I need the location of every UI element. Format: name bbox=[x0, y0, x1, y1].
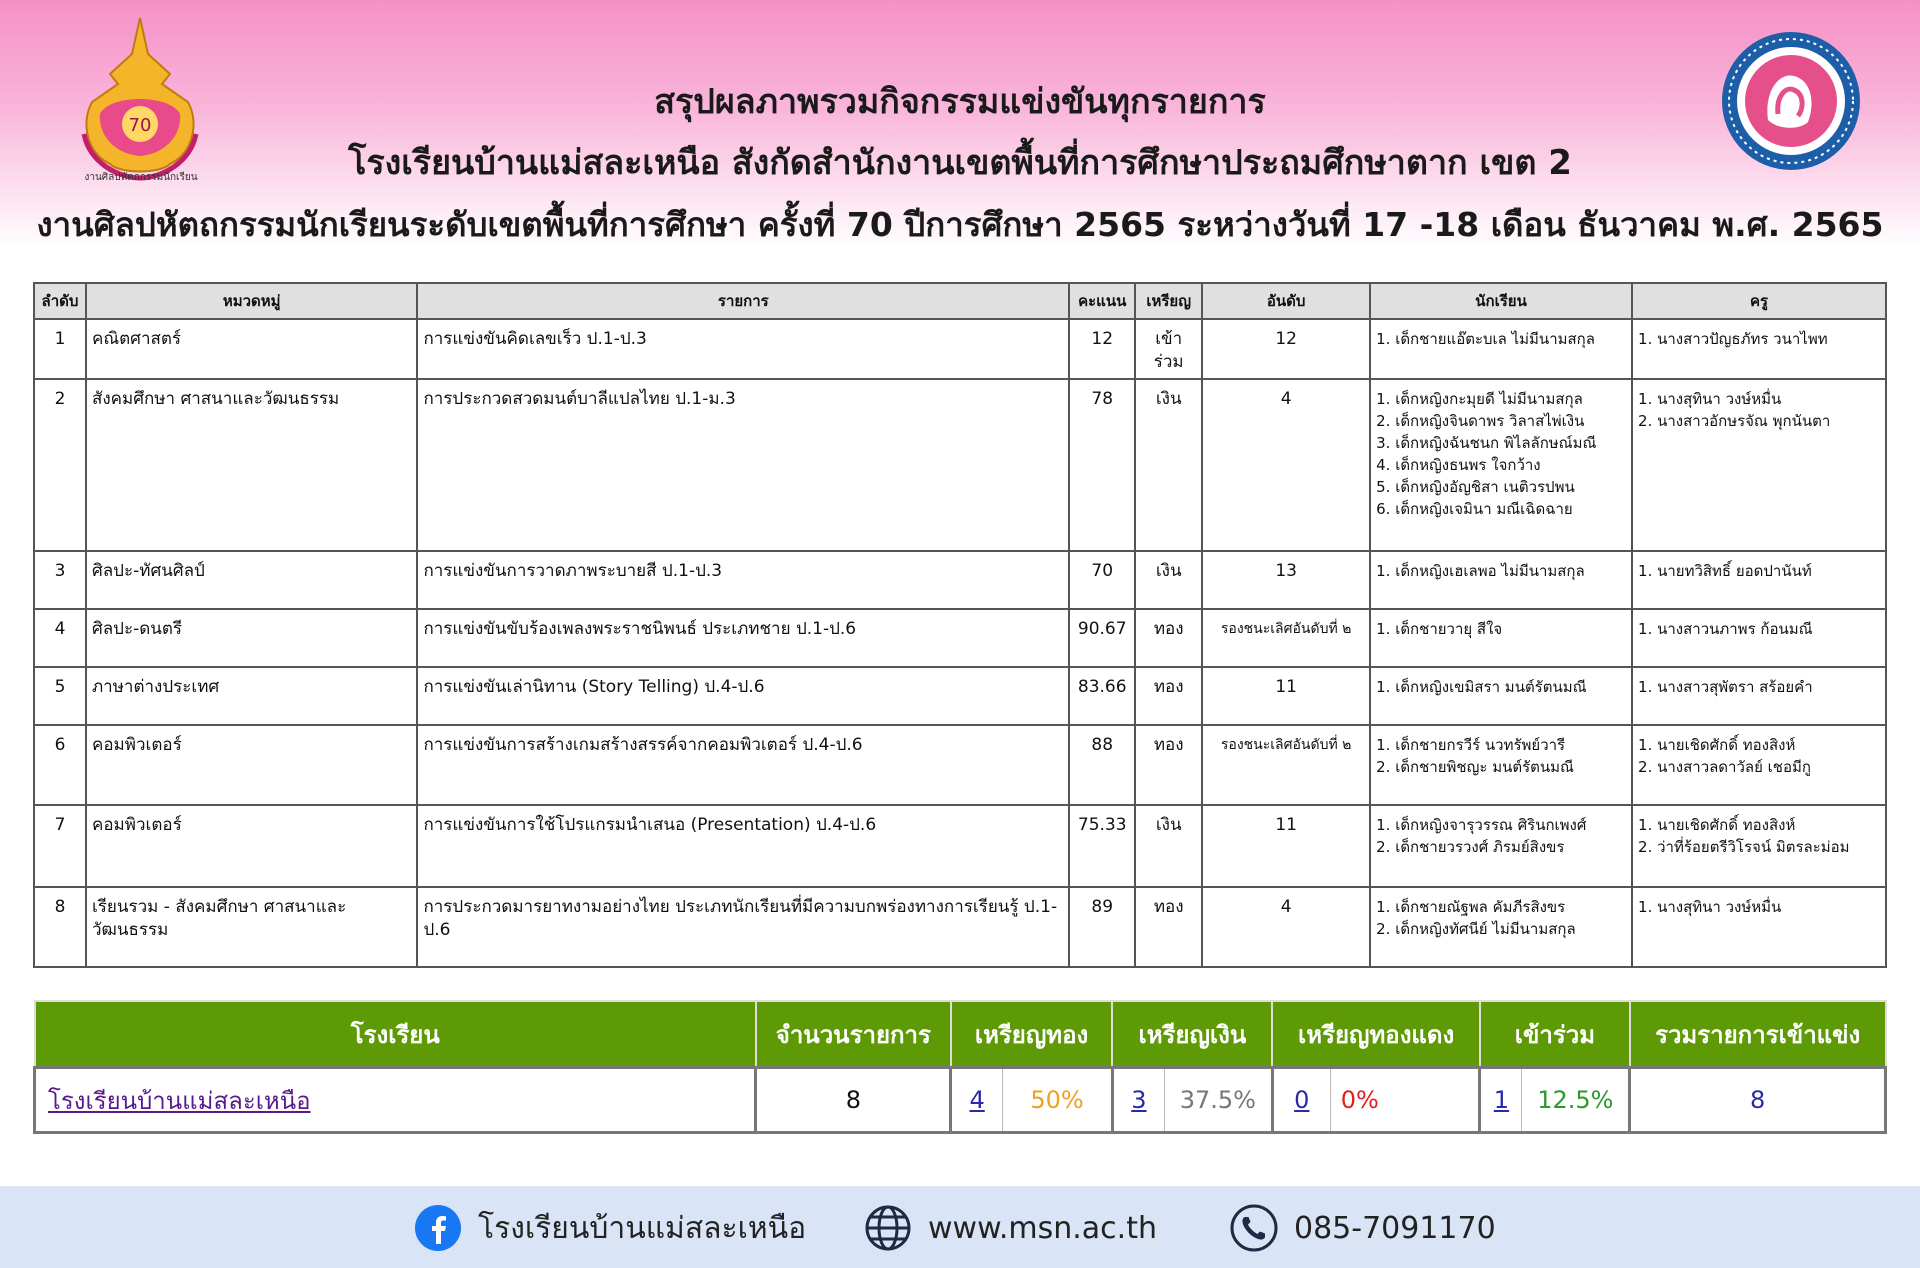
row-medal: ทอง bbox=[1135, 887, 1202, 967]
row-number: 5 bbox=[34, 667, 86, 725]
student-name: 2. เด็กหญิงจินดาพร วิลาสไพ่เงิน bbox=[1376, 412, 1585, 430]
col-header-medal: เหรียญ bbox=[1135, 283, 1202, 319]
participate-percent: 12.5% bbox=[1522, 1068, 1630, 1133]
participate-count-link[interactable]: 1 bbox=[1493, 1086, 1510, 1114]
gold-percent: 50% bbox=[1003, 1068, 1113, 1133]
row-teachers bbox=[1632, 725, 1886, 805]
row-number: 2 bbox=[34, 379, 86, 551]
row-event: การแข่งขันการวาดภาพระบายสี ป.1-ป.3 bbox=[417, 551, 1069, 609]
row-number: 6 bbox=[34, 725, 86, 805]
teacher-name: 1. นางสาวนภาพร ก้อนมณี bbox=[1638, 620, 1813, 638]
phone-text: 085-7091170 bbox=[1294, 1210, 1496, 1246]
row-medal: เงิน bbox=[1135, 805, 1202, 887]
row-teachers bbox=[1632, 609, 1886, 667]
website-text: www.msn.ac.th bbox=[928, 1210, 1157, 1246]
row-category: เรียนรวม - สังคมศึกษา ศาสนาและวัฒนธรรม bbox=[86, 887, 417, 967]
row-students bbox=[1370, 379, 1632, 551]
row-students bbox=[1370, 551, 1632, 609]
table-row bbox=[34, 609, 1886, 667]
summary-header-participate: เข้าร่วม bbox=[1480, 1001, 1630, 1068]
total-items-value: 8 bbox=[756, 1068, 951, 1133]
col-header-no: ลำดับ bbox=[34, 283, 86, 319]
teacher-name: 1. นางสาวสุพัตรา สร้อยคำ bbox=[1638, 678, 1813, 696]
row-score: 83.66 bbox=[1069, 667, 1135, 725]
teacher-name: 1. นายทวิสิทธิ์ ยอดปานันท์ bbox=[1638, 562, 1812, 580]
row-teachers bbox=[1632, 887, 1886, 967]
silver-percent: 37.5% bbox=[1164, 1068, 1272, 1133]
school-subtitle: โรงเรียนบ้านแม่สละเหนือ สังกัดสำนักงานเขตพื้นที่การศึกษาประถมศึกษาตาก เขต 2 bbox=[348, 143, 1572, 183]
student-name: 1. เด็กหญิงกะมุยดี ไม่มีนามสกุล bbox=[1376, 390, 1583, 408]
student-name: 1. เด็กหญิงจารุวรรณ ศิรินกเพงศ์ bbox=[1376, 816, 1587, 834]
row-rank: 4 bbox=[1202, 379, 1370, 551]
teacher-name: 1. นางสุทินา วงษ์หมื่น bbox=[1638, 390, 1782, 408]
svg-text:70: 70 bbox=[128, 115, 152, 136]
footer-phone[interactable] bbox=[1230, 1204, 1496, 1252]
footer-bar bbox=[0, 1186, 1920, 1268]
col-header-teachers: ครู bbox=[1632, 283, 1886, 319]
summary-header-total-items: จำนวนรายการ bbox=[756, 1001, 951, 1068]
row-event: การแข่งขันคิดเลขเร็ว ป.1-ป.3 bbox=[417, 319, 1069, 379]
row-score: 88 bbox=[1069, 725, 1135, 805]
globe-icon bbox=[864, 1204, 912, 1252]
row-number: 8 bbox=[34, 887, 86, 967]
row-rank: 11 bbox=[1202, 805, 1370, 887]
table-row bbox=[34, 319, 1886, 379]
teacher-name: 2. ว่าที่ร้อยตรีวิโรจน์ มิตรละม่อม bbox=[1638, 838, 1850, 856]
school-name-link[interactable]: โรงเรียนบ้านแม่สละเหนือ bbox=[35, 1068, 756, 1133]
footer-facebook[interactable] bbox=[414, 1204, 806, 1252]
row-category: คอมพิวเตอร์ bbox=[86, 805, 417, 887]
row-students bbox=[1370, 805, 1632, 887]
summary-table bbox=[33, 1000, 1887, 1134]
event-subtitle: งานศิลปหัตถกรรมนักเรียนระดับเขตพื้นที่การศึกษา ครั้งที่ 70 ปีการศึกษา 2565 ระหว่างวันที่ 17 -18 เดือน ธันวาคม พ.ศ. 2565 bbox=[36, 205, 1884, 244]
col-header-rank: อันดับ bbox=[1202, 283, 1370, 319]
student-name: 4. เด็กหญิงธนพร ใจกว้าง bbox=[1376, 456, 1541, 474]
facebook-icon bbox=[414, 1204, 462, 1252]
row-event: การประกวดมารยาทงามอย่างไทย ประเภทนักเรียนที่มีความบกพร่องทางการเรียนรู้ ป.1-ป.6 bbox=[417, 887, 1069, 967]
table-row bbox=[34, 725, 1886, 805]
col-header-category: หมวดหมู่ bbox=[86, 283, 417, 319]
row-students bbox=[1370, 667, 1632, 725]
results-header-row bbox=[34, 283, 1886, 319]
summary-header-row bbox=[35, 1001, 1886, 1068]
page-title: สรุปผลภาพรวมกิจกรรมแข่งขันทุกรายการ bbox=[654, 82, 1266, 122]
teacher-name: 1. นางสุทินา วงษ์หมื่น bbox=[1638, 898, 1782, 916]
row-rank: รองชนะเลิศอันดับที่ ๒ bbox=[1202, 725, 1370, 805]
student-name: 1. เด็กชายณัฐพล คัมภีรสิงขร bbox=[1376, 898, 1566, 916]
row-event: การประกวดสวดมนต์บาลีแปลไทย ป.1-ม.3 bbox=[417, 379, 1069, 551]
row-students bbox=[1370, 319, 1632, 379]
col-header-score: คะแนน bbox=[1069, 283, 1135, 319]
row-medal: ทอง bbox=[1135, 725, 1202, 805]
row-rank: 13 bbox=[1202, 551, 1370, 609]
row-teachers bbox=[1632, 667, 1886, 725]
row-rank: 12 bbox=[1202, 319, 1370, 379]
summary-header-gold: เหรียญทอง bbox=[951, 1001, 1113, 1068]
row-category: คอมพิวเตอร์ bbox=[86, 725, 417, 805]
table-row bbox=[34, 551, 1886, 609]
student-name: 2. เด็กชายวรวงศ์ ภิรมย์สิงขร bbox=[1376, 838, 1565, 856]
summary-header-total-entered: รวมรายการเข้าแข่ง bbox=[1630, 1001, 1886, 1068]
student-name: 1. เด็กหญิงเฮเลพอ ไม่มีนามสกุล bbox=[1376, 562, 1585, 580]
row-rank: รองชนะเลิศอันดับที่ ๒ bbox=[1202, 609, 1370, 667]
row-score: 12 bbox=[1069, 319, 1135, 379]
facebook-text: โรงเรียนบ้านแม่สละเหนือ bbox=[478, 1210, 807, 1246]
col-header-students: นักเรียน bbox=[1370, 283, 1632, 319]
teacher-name: 2. นางสาวลดาวัลย์ เชอมีกู bbox=[1638, 758, 1811, 776]
school-logo bbox=[1720, 30, 1862, 172]
row-teachers bbox=[1632, 319, 1886, 379]
student-name: 1. เด็กชายวายุ สีใจ bbox=[1376, 620, 1503, 638]
row-category: คณิตศาสตร์ bbox=[86, 319, 417, 379]
page-header bbox=[0, 0, 1920, 260]
table-row bbox=[34, 379, 1886, 551]
row-rank: 11 bbox=[1202, 667, 1370, 725]
row-medal: เงิน bbox=[1135, 551, 1202, 609]
student-name: 2. เด็กชายพิชญะ มนต์รัตนมณี bbox=[1376, 758, 1574, 776]
row-score: 70 bbox=[1069, 551, 1135, 609]
student-name: 6. เด็กหญิงเจมินา มณีเฉิดฉาย bbox=[1376, 500, 1573, 518]
logo-caption: งานศิลปหัตถกรรมนักเรียน bbox=[84, 172, 198, 183]
row-teachers bbox=[1632, 805, 1886, 887]
row-event: การแข่งขันการสร้างเกมสร้างสรรค์จากคอมพิวเตอร์ ป.4-ป.6 bbox=[417, 725, 1069, 805]
row-event: การแข่งขันเล่านิทาน (Story Telling) ป.4-ป.6 bbox=[417, 667, 1069, 725]
student-name: 3. เด็กหญิงฉันชนก พิไลลักษณ์มณี bbox=[1376, 434, 1597, 452]
results-table bbox=[33, 282, 1887, 968]
teacher-name: 1. นางสาวปัญธภัทร วนาไพท bbox=[1638, 330, 1828, 348]
bronze-percent: 0% bbox=[1330, 1068, 1480, 1133]
row-number: 7 bbox=[34, 805, 86, 887]
summary-header-bronze: เหรียญทองแดง bbox=[1272, 1001, 1480, 1068]
summary-row bbox=[35, 1068, 1886, 1133]
row-category: สังคมศึกษา ศาสนาและวัฒนธรรม bbox=[86, 379, 417, 551]
row-score: 75.33 bbox=[1069, 805, 1135, 887]
teacher-name: 2. นางสาวอักษรจัณ พุกนันตา bbox=[1638, 412, 1831, 430]
row-event: การแข่งขันการใช้โปรแกรมนำเสนอ (Presentation) ป.4-ป.6 bbox=[417, 805, 1069, 887]
table-row bbox=[34, 887, 1886, 967]
row-category: ศิลปะ-ทัศนศิลป์ bbox=[86, 551, 417, 609]
student-name: 1. เด็กชายแอ๊ตะบเล ไม่มีนามสกุล bbox=[1376, 330, 1595, 348]
row-category: ศิลปะ-ดนตรี bbox=[86, 609, 417, 667]
row-students bbox=[1370, 887, 1632, 967]
row-teachers bbox=[1632, 551, 1886, 609]
table-row bbox=[34, 805, 1886, 887]
phone-icon bbox=[1230, 1204, 1278, 1252]
row-number: 3 bbox=[34, 551, 86, 609]
row-medal: เข้าร่วม bbox=[1135, 319, 1202, 379]
row-event: การแข่งขันขับร้องเพลงพระราชนิพนธ์ ประเภทชาย ป.1-ป.6 bbox=[417, 609, 1069, 667]
row-teachers bbox=[1632, 379, 1886, 551]
student-name: 2. เด็กหญิงทัศนีย์ ไม่มีนามสกุล bbox=[1376, 920, 1576, 938]
row-category: ภาษาต่างประเทศ bbox=[86, 667, 417, 725]
bronze-count-link[interactable]: 0 bbox=[1294, 1086, 1310, 1114]
row-medal: เงิน bbox=[1135, 379, 1202, 551]
student-name: 1. เด็กหญิงเขมิสรา มนต์รัตนมณี bbox=[1376, 678, 1587, 696]
student-name: 1. เด็กชายกรวีร์ นวทรัพย์วารี bbox=[1376, 736, 1566, 754]
row-medal: ทอง bbox=[1135, 667, 1202, 725]
summary-header-silver: เหรียญเงิน bbox=[1112, 1001, 1272, 1068]
row-medal: ทอง bbox=[1135, 609, 1202, 667]
teacher-name: 1. นายเชิดศักดิ์ ทองสิงห์ bbox=[1638, 736, 1796, 754]
footer-website[interactable] bbox=[864, 1204, 1157, 1252]
row-score: 90.67 bbox=[1069, 609, 1135, 667]
summary-header-school: โรงเรียน bbox=[35, 1001, 756, 1068]
row-score: 89 bbox=[1069, 887, 1135, 967]
teacher-name: 1. นายเชิดศักดิ์ ทองสิงห์ bbox=[1638, 816, 1796, 834]
silver-count-link[interactable]: 3 bbox=[1131, 1086, 1147, 1114]
col-header-event: รายการ bbox=[417, 283, 1069, 319]
row-rank: 4 bbox=[1202, 887, 1370, 967]
table-row bbox=[34, 667, 1886, 725]
row-number: 1 bbox=[34, 319, 86, 379]
student-name: 5. เด็กหญิงอัญชิสา เนติวรปพน bbox=[1376, 478, 1575, 496]
row-score: 78 bbox=[1069, 379, 1135, 551]
gold-count-link[interactable]: 4 bbox=[969, 1086, 985, 1114]
row-students bbox=[1370, 609, 1632, 667]
total-entered-value: 8 bbox=[1630, 1068, 1886, 1133]
row-students bbox=[1370, 725, 1632, 805]
row-number: 4 bbox=[34, 609, 86, 667]
